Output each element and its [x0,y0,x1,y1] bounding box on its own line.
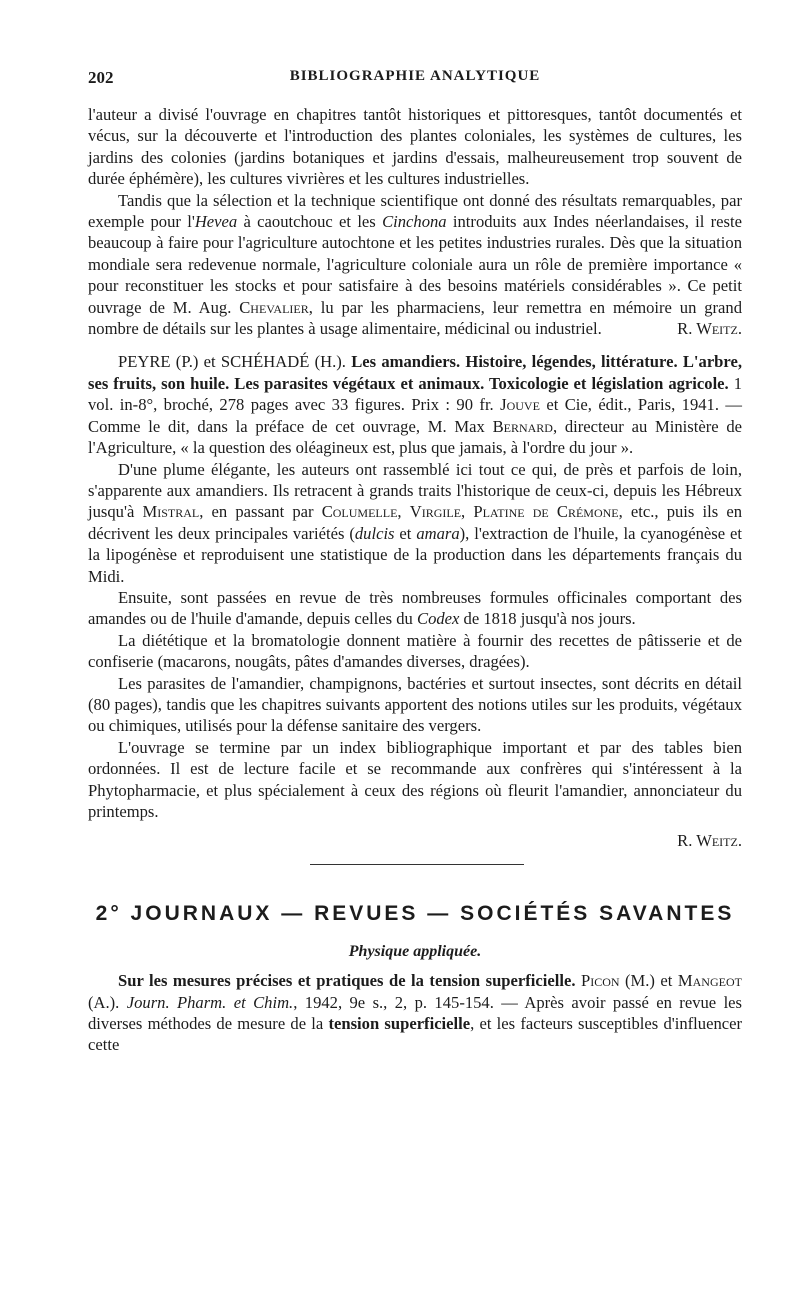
spacer [88,822,742,830]
author-chevalier: Chevalier [239,297,309,317]
running-title: BIBLIOGRAPHIE ANALYTIQUE [289,68,541,84]
author-mangeot: Mangeot [677,971,742,991]
name-bernard: Bernard [492,416,553,436]
section-heading: 2° JOURNAUX — REVUES — SOCIÉTÉS SAVANTES [95,901,735,925]
variety-amara: amara [416,523,460,543]
article-title: Sur les mesures précises et pratiques de la tension superficielle. [118,971,576,991]
name-columelle: Columelle [321,502,398,522]
journal-reference: , 1942, 9e s., 2, p. 145-154. — [293,992,525,1012]
section-divider [310,864,524,865]
review2-paragraph-6: L'ouvrage se termine par un index bibliographique important et par des tables bien ordonnées. Il est de lecture facile et se recommande aux confrères qui s'intéressent à la Phytopharmacie, et plus spécialement à ceux des régions où fleurit l'amandier, annonciateur du printemps. [88,737,742,821]
review2-authors: PEYRE (P.) et SCHÉHADÉ (H.). [118,352,352,372]
name-virgile: Virgile [409,502,462,522]
codex-term: Codex [417,609,460,629]
review2-signature: R. Weitz. [677,831,742,851]
journal-name: Journ. Pharm. et Chim. [126,992,294,1012]
variety-dulcis: dulcis [354,523,395,543]
running-header [88,68,742,90]
review2-paragraph-5: Les parasites de l'amandier, champignons, bactéries et surtout insectes, sont décrits en détail (80 pages), tandis que les chapitres suivants apportent des notions utiles sur les produits, végétaux ou chimiques, utilisés pour la défense sanitaire des vergers. [88,673,742,736]
article-abstract: Sur les mesures précises et pratiques de la tension superficielle. Picon (M.) et Mangeot (A.). Journ. Pharm. et Chim., 1942, 9e s., 2, p. 145-154. — Après avoir passé en revue les diverses méthodes de mesure de la tension superficielle, et les facteurs susceptibles d'influencer cette [88,971,742,1055]
spacer [88,339,742,351]
review2-paragraph-2: D'une plume élégante, les auteurs ont rassemblé ici tout ce qui, de près et parfois de loin, s'apparente aux amandiers. Ils retracent à grands traits l'historique de ceux-ci, depuis les Hébreux jusqu'à Mistral, en passant par Columelle, Virgile, Platine de Crémone, etc., puis ils en décrivent les deux principales variétés (dulcis et amara), l'extraction de l'huile, la cyanogénèse et la lipogénèse et reproduisent une statistique de la production dans les départements français du Midi. [88,459,743,586]
cinchona-term: Cinchona [382,212,447,232]
review2-citation: PEYRE (P.) et SCHÉHADÉ (H.). Les amandiers. Histoire, légendes, littérature. L'arbre, ses fruits, son huile. Les parasites végétaux et animaux. Toxicologie et législation agricole. 1 vol. in-8°, broché, 278 pages avec 33 figures. Prix : 90 fr. Jouve et Cie, édit., Paris, 1941. — Comme le dit, dans la préface de cet ouvrage, M. Max Bernard, directeur au Ministère de l'Agriculture, « la question des oléagineux est, plus que jamais, à l'ordre du jour ». [88,352,743,458]
subsection-heading: Physique appliquée. [348,942,482,960]
review2-title: Les amandiers. Histoire, légendes, littérature. L'arbre, ses fruits, son huile. Les parasites végétaux et animaux. Toxicologie et législation agricole. [88,352,742,393]
page-number: 202 [88,68,114,87]
term-tension-superficielle: tension superficielle [328,1014,471,1034]
review2-paragraph-4: La diététique et la bromatologie donnent matière à fournir des recettes de pâtisserie et de confiserie (macarons, nougâts, pâtes d'amandes diverses, dragées). [88,630,742,672]
name-platine: Platine de Crémone [473,502,619,522]
spacer [88,962,742,970]
hevea-term: Hevea [194,212,238,232]
author-picon: Picon [580,971,620,991]
name-mistral: Mistral [142,502,200,522]
review1-signature: R. Weitz. [677,319,742,339]
review1-paragraph-2: Tandis que la sélection et la technique scientifique ont donné des résultats remarquables, par exemple pour l'Hevea à caoutchouc et les Cinchona introduits aux Indes néerlandaises, il reste beaucoup à faire pour l'agriculture autochtone et les petites industries rurales. Dès que la situation mondiale sera redevenue normale, l'agriculture coloniale aura un rôle de première importance « pour reconstituer les stocks et pour satisfaire à des besoins matériels considérables ». Ce petit ouvrage de M. Aug. Chevalier, lu par les pharmaciens, leur remettra en mémoire un grand nombre de détails sur les plantes à usage alimentaire, médicinal ou industriel. R. Weitz. [88,190,742,339]
page-body [88,104,742,1056]
publisher-jouve: Jouve [500,395,540,415]
review1-paragraph-1: l'auteur a divisé l'ouvrage en chapitres tantôt historiques et pittoresques, tantôt documentés et vécus, sur la découverte et l'introduction des plantes coloniales, les systèmes de cultures, les jardins des colonies (jardins botaniques et jardins d'essais, malheureusement trop souvent de durée éphémère), les cultures vivrières et les cultures industrielles. [88,105,742,189]
review2-paragraph-3: Ensuite, sont passées en revue de très nombreuses formules officinales comportant des amandes ou de l'huile d'amande, depuis celles du Codex de 1818 jusqu'à nos jours. [88,587,742,629]
